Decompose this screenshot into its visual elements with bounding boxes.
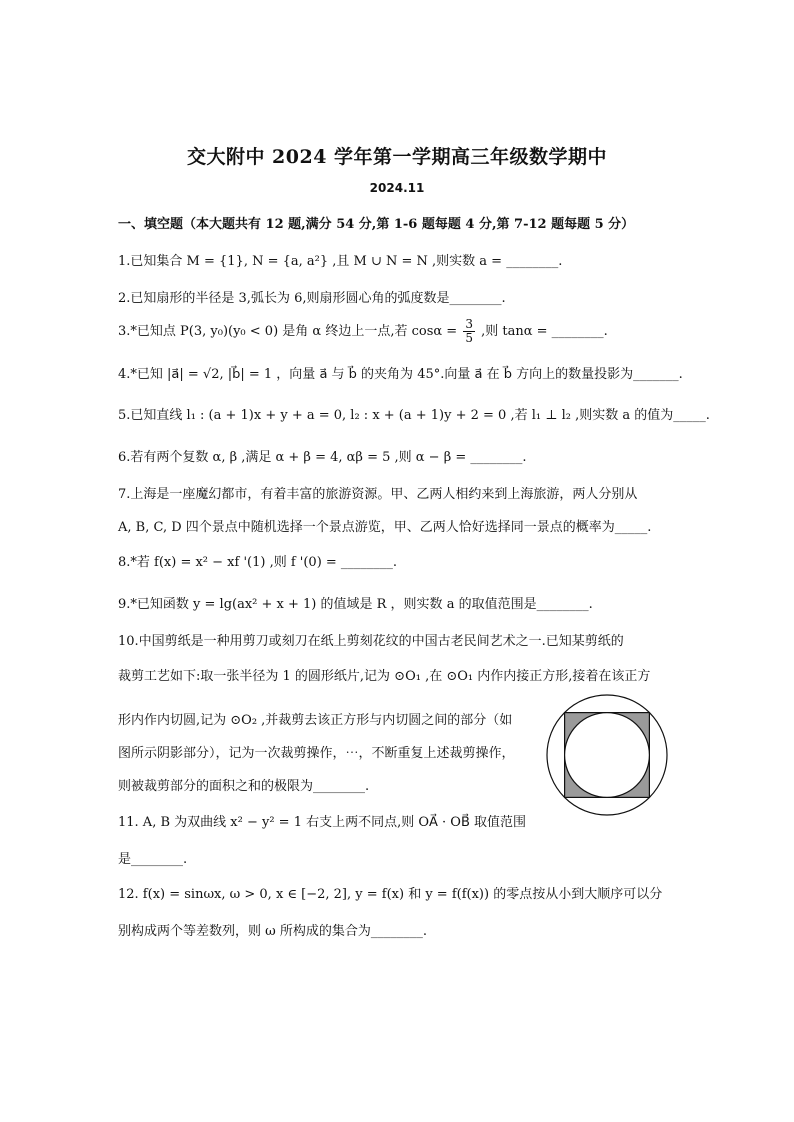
paper-cutting-figure (545, 693, 669, 817)
question-8: 8.*若 f(x) = x² − xf '(1) ,则 f '(0) = ________. (118, 555, 398, 570)
question-3 (118, 318, 608, 345)
fraction-numerator: 3 (465, 317, 473, 331)
question-10-line-1: 10.中国剪纸是一种用剪刀或刻刀在纸上剪刻花纹的中国古老民间艺术之一.已知某剪纸的 (118, 634, 624, 649)
question-12-line-1: 12. f(x) = sinωx, ω > 0, x ∈ [−2, 2], y = f(x) 和 y = f(f(x)) 的零点按从小到大顺序可以分 (118, 887, 663, 902)
question-10-line-4: 图所示阴影部分），记为一次裁剪操作，⋯，不断重复上述裁剪操作， (118, 746, 515, 761)
question-5: 5.已知直线 l₁ : (a + 1)x + y + a = 0, l₂ : x + (a + 1)y + 2 = 0 ,若 l₁ ⊥ l₂ ,则实数 a 的值为_____. (118, 408, 710, 423)
question-10-line-3: 形内作内切圆,记为 ⊙O₂ ,并裁剪去该正方形与内切圆之间的部分（如 (118, 713, 513, 728)
question-2: 2.已知扇形的半径是 3,弧长为 6,则扇形圆心角的弧度数是________. (118, 291, 506, 306)
question-10-line-2: 裁剪工艺如下:取一张半径为 1 的圆形纸片,记为 ⊙O₁ ,在 ⊙O₁ 内作内接正方形,接着在该正方 (118, 669, 651, 684)
question-10-line-5: 则被裁剪部分的面积之和的极限为________. (118, 779, 370, 794)
exam-date: 2024.11 (369, 181, 425, 195)
question-3-pre: 3.*已知点 P(3, y₀)(y₀ < 0) 是角 α 终边上一点,若 cosα = (118, 324, 458, 340)
question-1: 1.已知集合 M = {1}, N = {a, a²} ,且 M ∪ N = N ,则实数 a = ________. (118, 254, 563, 269)
fraction-denominator: 5 (465, 331, 473, 346)
inner-circle (565, 713, 650, 798)
question-6: 6.若有两个复数 α, β ,满足 α + β = 4, αβ = 5 ,则 α − β = ________. (118, 450, 527, 465)
fraction (463, 318, 475, 345)
question-11-line-2: 是________. (118, 852, 188, 867)
question-12-line-2: 别构成两个等差数列，则 ω 所构成的集合为________. (118, 924, 427, 939)
question-11-line-1: 11. A, B 为双曲线 x² − y² = 1 右支上两不同点,则 OA⃗ · OB⃗ 取值范围 (118, 815, 527, 830)
question-7-line-1: 7.上海是一座魔幻都市，有着丰富的旅游资源。甲、乙两人相约来到上海旅游，两人分别从 (118, 487, 638, 502)
question-7-line-2: A, B, C, D 四个景点中随机选择一个景点游览，甲、乙两人恰好选择同一景点的概率为_____. (118, 520, 652, 535)
section-heading: 一、填空题（本大题共有 12 题,满分 54 分,第 1-6 题每题 4 分,第 7-12 题每题 5 分） (118, 217, 635, 232)
question-3-post: ,则 tanα = ________. (481, 324, 608, 340)
exam-title: 交大附中 2024 学年第一学期高三年级数学期中 (186, 146, 608, 168)
question-4: 4.*已知 |a⃗| = √2, |b⃗| = 1 ，向量 a⃗ 与 b⃗ 的夹角为 45°.向量 a⃗ 在 b⃗ 方向上的数量投影为_______. (118, 367, 683, 382)
question-9: 9.*已知函数 y = lg(ax² + x + 1) 的值域是 R ，则实数 a 的取值范围是________. (118, 597, 593, 612)
